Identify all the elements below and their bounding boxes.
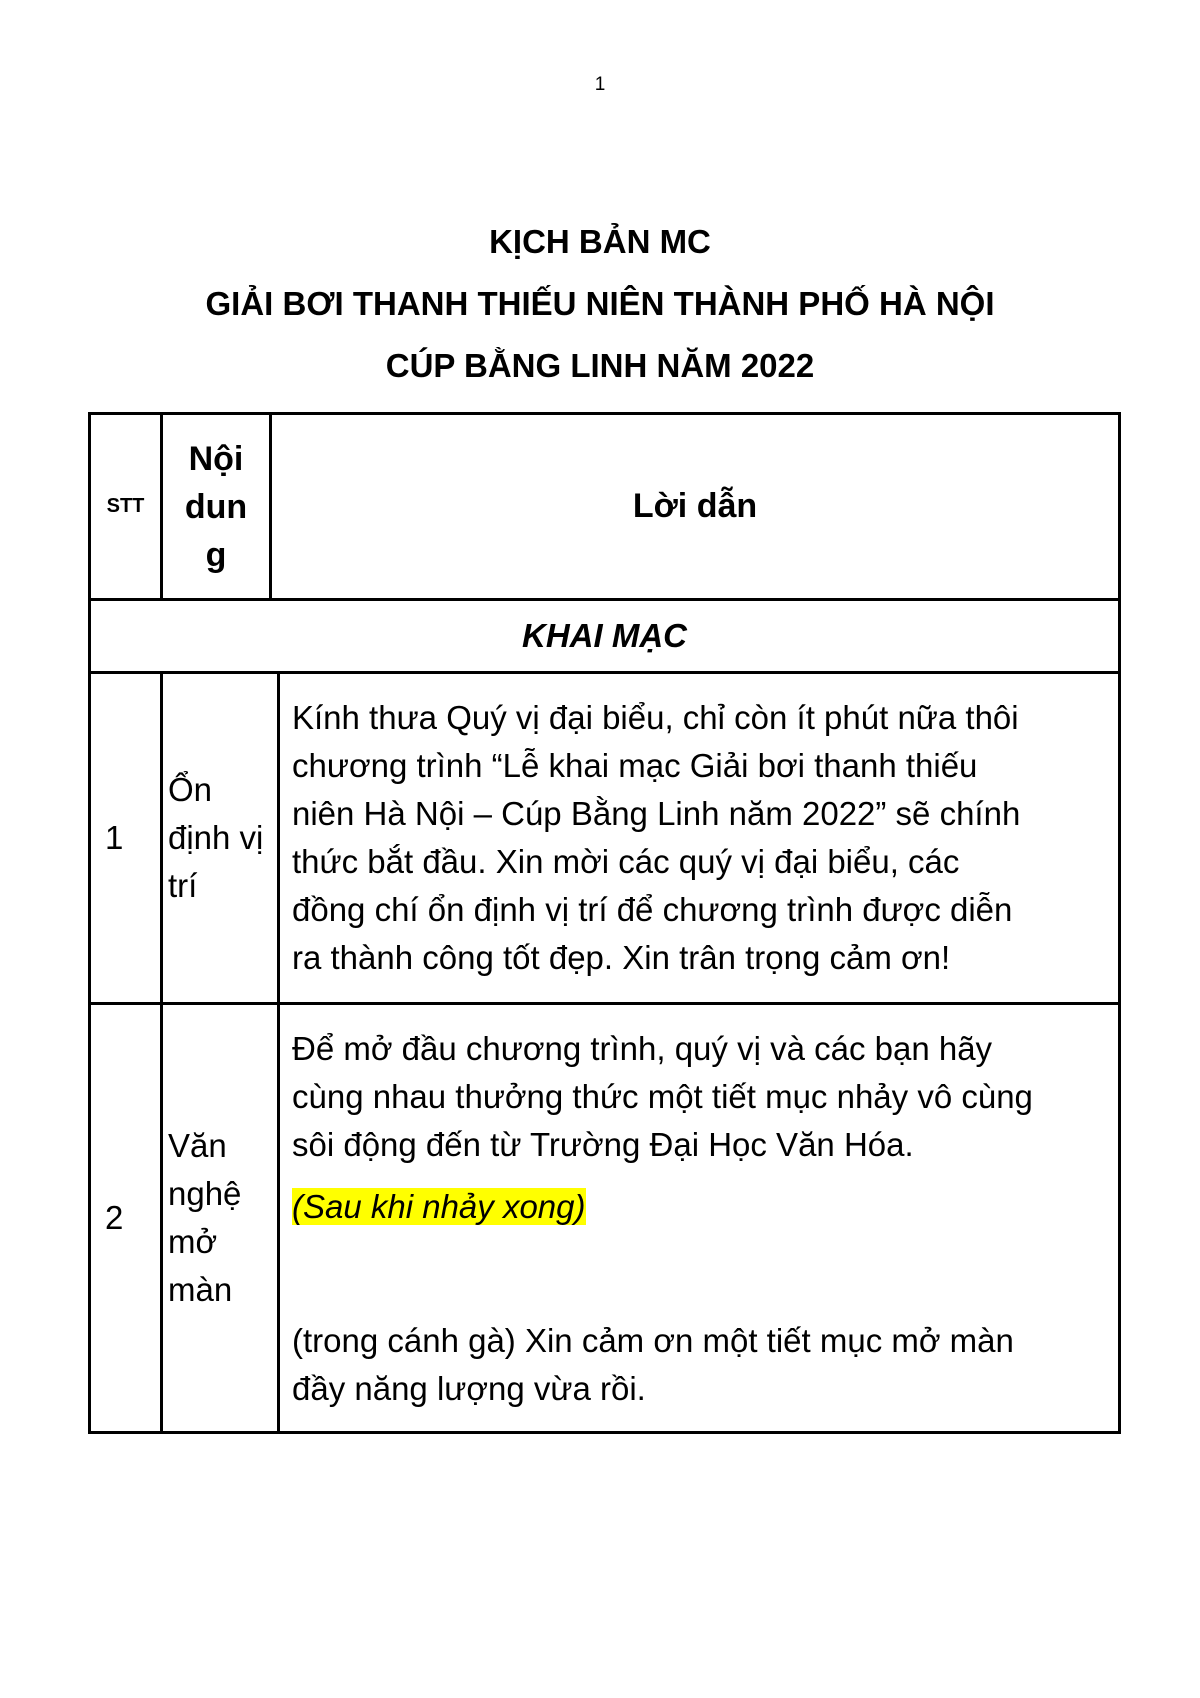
row-topic <box>163 1005 277 1431</box>
table-border <box>1118 412 1121 1434</box>
document-title <box>0 220 1200 406</box>
topic-line: mở <box>168 1223 218 1260</box>
text-line: Kính thưa Quý vị đại biểu, chỉ còn ít phút nữa thôi <box>292 699 1019 736</box>
topic-line: Văn <box>168 1127 227 1164</box>
topic-line: trí <box>168 867 198 904</box>
header-noi-dung-line: dun <box>184 487 248 526</box>
title-line-2: GIẢI BƠI THANH THIẾU NIÊN THÀNH PHỐ HÀ NỘI <box>205 285 995 322</box>
topic-line: màn <box>168 1271 233 1308</box>
script-table <box>88 412 1121 1434</box>
row-number: 1 <box>105 819 124 856</box>
topic-line: định vị <box>168 819 264 856</box>
text-line: (trong cánh gà) Xin cảm ơn một tiết mục mở màn <box>292 1322 1014 1359</box>
page-number: 1 <box>594 74 606 95</box>
header-noi-dung-line: Nội <box>188 439 244 478</box>
header-stt: STT <box>106 495 145 517</box>
text-line: Để mở đầu chương trình, quý vị và các bạn hãy <box>292 1030 993 1067</box>
row-script-text <box>280 694 1118 994</box>
topic-line: Ổn <box>168 771 213 808</box>
text-line: ra thành công tốt đẹp. Xin trân trọng cảm ơn! <box>292 939 951 976</box>
row-number: 2 <box>105 1199 124 1236</box>
title-line-3: CÚP BẰNG LINH NĂM 2022 <box>385 347 815 384</box>
header-noi-dung-line: g <box>205 535 227 574</box>
text-line: cùng nhau thưởng thức một tiết mục nhảy vô cùng <box>292 1078 1033 1115</box>
topic-line: nghệ <box>168 1175 242 1212</box>
section-heading: KHAI MẠC <box>522 617 687 654</box>
title-line-1: KỊCH BẢN MC <box>489 223 711 260</box>
header-loi-dan: Lời dẫn <box>632 487 758 525</box>
text-line: niên Hà Nội – Cúp Bằng Linh năm 2022” sẽ chính <box>292 795 1021 832</box>
text-line: sôi động đến từ Trường Đại Học Văn Hóa. <box>292 1126 914 1163</box>
highlighted-note: (Sau khi nhảy xong) <box>292 1188 586 1225</box>
row-topic <box>163 674 277 1002</box>
row-script-text <box>280 1025 1118 1425</box>
text-line: chương trình “Lễ khai mạc Giải bơi thanh thiếu <box>292 747 978 784</box>
text-line: thức bắt đầu. Xin mời các quý vị đại biểu, các <box>292 843 960 880</box>
table-border <box>88 1431 1121 1434</box>
text-line: đầy năng lượng vừa rồi. <box>292 1370 646 1407</box>
text-line: đồng chí ổn định vị trí để chương trình được diễn <box>292 891 1013 928</box>
header-noi-dung <box>163 415 269 598</box>
